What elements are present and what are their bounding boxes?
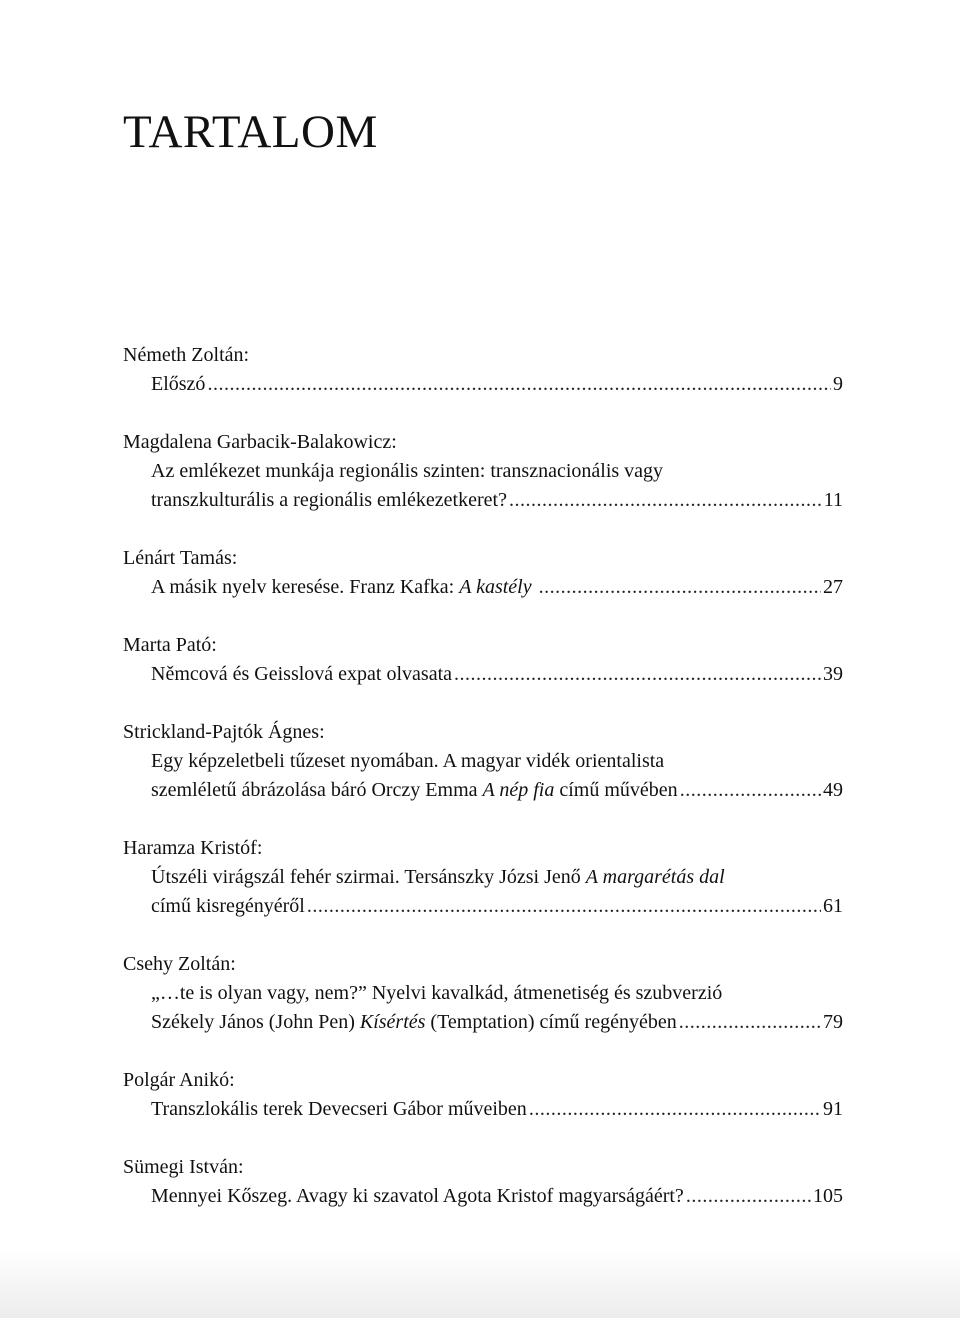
toc-title-italic: A kastély (459, 576, 532, 598)
dot-leader (509, 486, 822, 515)
toc-title-text: szemléletű ábrázolása báró Orczy Emma (151, 779, 483, 801)
page-title: TARTALOM (123, 106, 378, 158)
toc-entry (123, 341, 843, 399)
toc-entry (123, 718, 843, 805)
dot-leader (539, 573, 821, 602)
toc-title-text: Němcová és Geisslová expat olvasata (151, 663, 453, 685)
toc-title-text: Az emlékezet munkája regionális szinten: transznacionális vagy (151, 460, 664, 482)
toc-title-line (123, 892, 843, 921)
toc-author: Magdalena Garbacik-Balakowicz: (123, 431, 397, 453)
toc-title-line (123, 486, 843, 515)
toc-title (151, 979, 722, 1008)
toc-entry (123, 1153, 843, 1211)
toc-title-italic: A margarétás dal (585, 866, 725, 888)
toc-title-text: A másik nyelv keresése. Franz Kafka: (151, 576, 460, 598)
toc-title (151, 776, 678, 805)
toc-title (151, 370, 205, 399)
toc-title-italic: A nép fia (482, 779, 555, 801)
page-number: 11 (823, 489, 843, 511)
toc-title-line (123, 747, 843, 776)
toc-title-text: című művében (554, 779, 678, 801)
toc-title (151, 747, 664, 776)
toc-author: Strickland-Pajtók Ágnes: (123, 721, 325, 743)
toc-author: Lénárt Tamás: (123, 547, 238, 569)
toc-author: Polgár Anikó: (123, 1069, 235, 1091)
toc-entry (123, 1066, 843, 1124)
toc-author: Németh Zoltán: (123, 344, 250, 366)
toc-entry (123, 544, 843, 602)
toc-title (151, 1182, 684, 1211)
toc-entry (123, 428, 843, 515)
dot-leader (307, 892, 821, 921)
toc-title-line (123, 573, 843, 602)
toc-title-line (123, 660, 843, 689)
toc-title-line (123, 457, 843, 486)
toc-title (151, 892, 305, 921)
page-number: 27 (823, 576, 843, 598)
page-number: 49 (823, 779, 843, 801)
toc-title-text: Mennyei Kőszeg. Avagy ki szavatol Agota Kristof magyarságáért? (151, 1185, 684, 1207)
table-of-contents (123, 341, 843, 1240)
toc-title-text: Útszéli virágszál fehér szirmai. Tersánszky Józsi Jenő (151, 866, 586, 888)
toc-title-text: Előszó (151, 373, 206, 395)
toc-author: Haramza Kristóf: (123, 837, 263, 859)
toc-entry (123, 834, 843, 921)
toc-title-text: Transzlokális terek Devecseri Gábor műveiben (151, 1098, 527, 1120)
toc-title-line (123, 1095, 843, 1124)
toc-title-line (123, 863, 843, 892)
toc-title (151, 1095, 527, 1124)
dot-leader (680, 776, 821, 805)
toc-title-text: „…te is olyan vagy, nem?” Nyelvi kavalkád, átmenetiség és szubverzió (151, 982, 723, 1004)
toc-title-text: című kisregényéről (151, 895, 305, 917)
toc-title-italic: Kísértés (359, 1011, 426, 1033)
toc-author: Marta Pató: (123, 634, 217, 656)
toc-title (151, 863, 725, 892)
dot-leader (679, 1008, 821, 1037)
toc-title-line (123, 776, 843, 805)
toc-title (151, 1008, 677, 1037)
toc-author: Sümegi István: (123, 1156, 244, 1178)
toc-title-text: (Temptation) című regényében (425, 1011, 677, 1033)
toc-title-text: Székely János (John Pen) (151, 1011, 360, 1033)
toc-title-text (532, 576, 537, 598)
toc-title-line (123, 979, 843, 1008)
page-number: 39 (823, 663, 843, 685)
page-number: 91 (823, 1098, 843, 1120)
toc-title-text: transzkulturális a regionális emlékezetkeret? (151, 489, 507, 511)
toc-title-text: Egy képzeletbeli tűzeset nyomában. A magyar vidék orientalista (151, 750, 665, 772)
toc-author: Csehy Zoltán: (123, 953, 236, 975)
toc-title-line (123, 1008, 843, 1037)
dot-leader (686, 1182, 811, 1211)
toc-title (151, 660, 452, 689)
page-number: 105 (813, 1185, 843, 1207)
page-number: 79 (823, 1011, 843, 1033)
page-number: 61 (823, 895, 843, 917)
toc-title (151, 486, 507, 515)
toc-title-line (123, 1182, 843, 1211)
toc-title-line (123, 370, 843, 399)
dot-leader (529, 1095, 821, 1124)
toc-title (151, 457, 663, 486)
toc-entry (123, 950, 843, 1037)
page-number: 9 (833, 373, 843, 395)
dot-leader (207, 370, 831, 399)
toc-title (151, 573, 537, 602)
toc-entry (123, 631, 843, 689)
dot-leader (454, 660, 821, 689)
